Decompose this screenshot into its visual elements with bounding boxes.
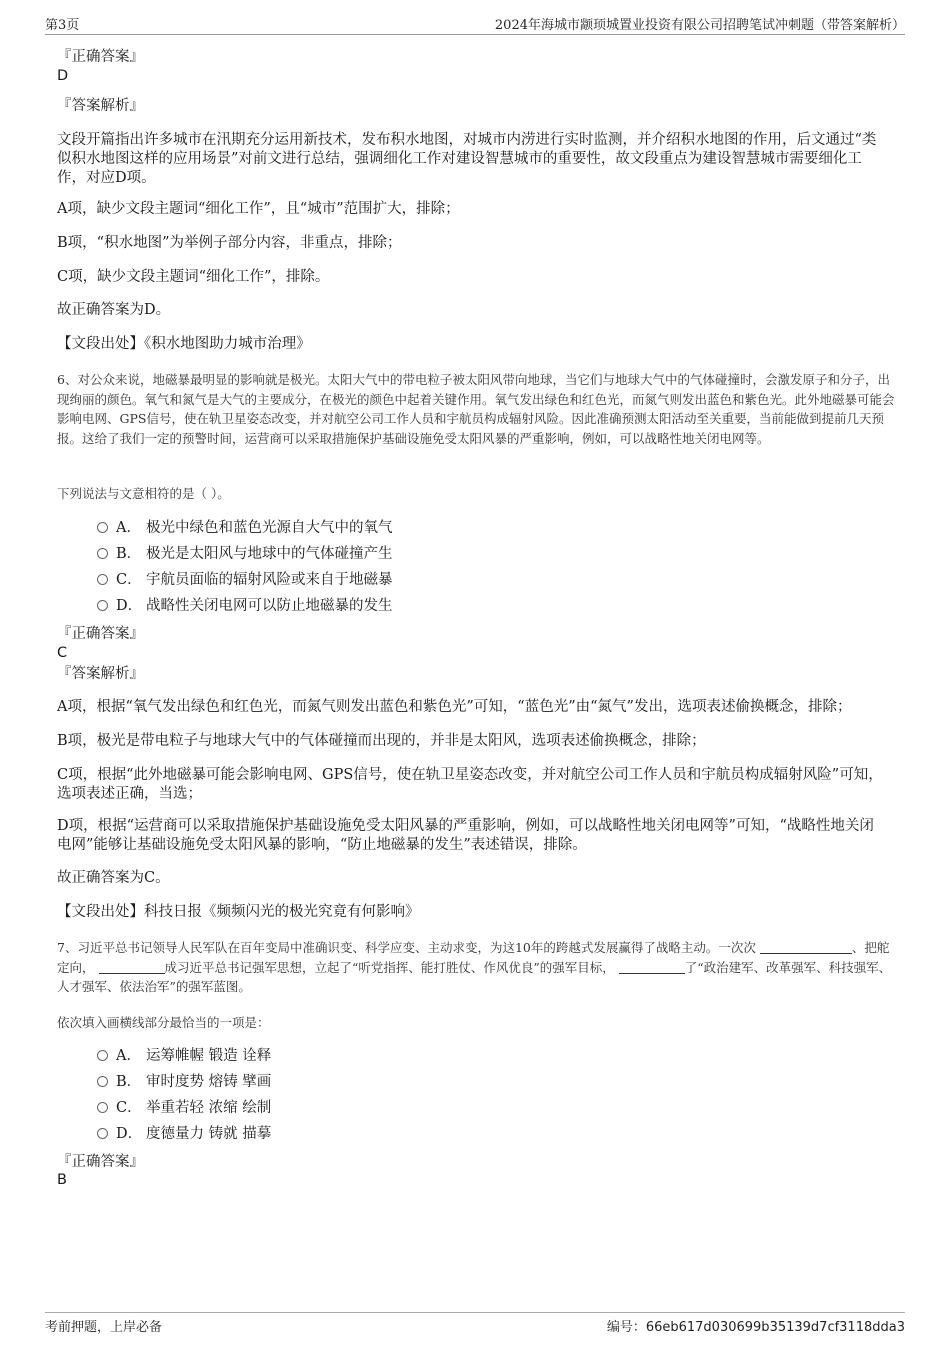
q6-stem: 6、对公众来说，地磁暴最明显的影响就是极光。太阳大气中的带电粒子被太阳风带向地球，当它们与地球大气中的气体碰撞时，会激发原子和分子，出现绚丽的颜色。氧气和氮气是大气的主要成分，在极光的颜色中起着关键作用。氧气发出绿色和红色光，而氮气则发出蓝色和紫色光。此外地磁暴可能会影响电网、GPS信号，使在轨卫星姿态改变，并对航空公司工作人员和宇航员构成辐射风险。因此准确预测太阳活动至关重要，当前能做到提前几天预报。这给了我们一定的预警时间，运营商可以采取措施保护基础设施免受太阳风暴的严重影响，例如，可以战略性地关闭电网等。 xyxy=(57,372,895,446)
q6-option-a[interactable]: A． 极光中绿色和蓝色光源自大气中的氧气 xyxy=(97,518,393,538)
q7-option-a[interactable]: A． 运筹帷幄 锻造 诠释 xyxy=(97,1046,271,1066)
radio-icon[interactable] xyxy=(97,574,108,585)
radio-icon[interactable] xyxy=(97,1128,108,1139)
q6-prompt: 下列说法与文意相符的是（ ）。 xyxy=(57,486,230,501)
radio-icon[interactable] xyxy=(97,1050,108,1061)
q5-answer: D xyxy=(57,68,69,84)
q6-option-d[interactable]: D． 战略性关闭电网可以防止地磁暴的发生 xyxy=(97,596,393,616)
q6-answer-label: 『正确答案』 xyxy=(57,626,144,642)
q7-answer: B xyxy=(57,1172,67,1188)
q5-option-b-note: B项，“积水地图”为举例子部分内容，非重点，排除； xyxy=(57,235,402,251)
document-id: 编号：66eb617d030699b35139d7cf3118dda3 xyxy=(606,1320,905,1335)
q5-source xyxy=(57,335,887,354)
q7-prompt: 依次填入画横线部分最恰当的一项是： xyxy=(57,1015,270,1030)
q6-source xyxy=(57,903,887,922)
q7-option-b[interactable]: B． 审时度势 熔铸 擘画 xyxy=(97,1072,271,1092)
q6-option-b-note: B项，极光是带电粒子与地球大气中的气体碰撞而出现的，并非是太阳风，选项表述偷换概念，排除； xyxy=(57,733,706,749)
q7-answer-label: 『正确答案』 xyxy=(57,1154,144,1170)
q6-source-title: 科技日报《频频闪光的极光究竟有何影响》 xyxy=(144,904,420,920)
page-header xyxy=(45,12,905,35)
radio-icon[interactable] xyxy=(97,522,108,533)
q5-source-label: 【文段出处】 xyxy=(57,336,144,352)
q5-analysis: 文段开篇指出许多城市在汛期充分运用新技术，发布积水地图，对城市内涝进行实时监测，并介绍积水地图的作用，后文通过“类似积水地图这样的应用场景”对前文进行总结，强调细化工作对建设智慧城市的重要性，故文段重点为建设智慧城市需要细化工作，对应D项。 xyxy=(57,132,877,186)
q7-option-c[interactable]: C． 举重若轻 浓缩 绘制 xyxy=(97,1098,271,1118)
q5-conclusion: 故正确答案为D。 xyxy=(57,302,171,318)
q7-option-d[interactable]: D． 度德量力 铸就 描摹 xyxy=(97,1124,271,1144)
q7-blank-2[interactable] xyxy=(99,961,165,974)
q6-source-label: 【文段出处】 xyxy=(57,904,144,920)
q5-source-title: 《积水地图助力城市治理》 xyxy=(144,336,311,352)
page-footer xyxy=(45,1312,905,1335)
q5-analysis-label: 『答案解析』 xyxy=(57,98,144,114)
radio-icon[interactable] xyxy=(97,600,108,611)
q6-option-b[interactable]: B． 极光是太阳风与地球中的气体碰撞产生 xyxy=(97,544,393,564)
q5-answer-label: 『正确答案』 xyxy=(57,49,144,65)
document-title: 2024年海城市颛顼城置业投资有限公司招聘笔试冲刺题（带答案解析） xyxy=(494,18,905,33)
q7-stem: 7、习近平总书记领导人民军队在百年变局中准确识变、科学应变、主动求变，为这10年的跨越式发展赢得了战略主动。一次次 、把舵定向， 成习近平总书记强军思想，立起了“听党指挥、能打胜仗、作风优良”的强军目标， 了“政治建军、改革强军、科技强军、人才强军、依法治军”的强军蓝图。 xyxy=(57,940,892,994)
radio-icon[interactable] xyxy=(97,1076,108,1087)
q6-analysis-label: 『答案解析』 xyxy=(57,666,144,682)
page-number: 第3页 xyxy=(45,18,80,33)
q5-option-c-note: C项，缺少文段主题词“细化工作”，排除。 xyxy=(57,269,330,285)
q7-blank-3[interactable] xyxy=(619,961,685,974)
q6-option-c[interactable]: C． 宇航员面临的辐射风险或来自于地磁暴 xyxy=(97,570,393,590)
radio-icon[interactable] xyxy=(97,548,108,559)
q6-conclusion: 故正确答案为C。 xyxy=(57,870,170,886)
q6-option-c-note: C项，根据“此外地磁暴可能会影响电网、GPS信号，使在轨卫星姿态改变，并对航空公司工作人员和宇航员构成辐射风险”可知，选项表述正确，当选； xyxy=(57,767,883,802)
q5-option-a-note: A项，缺少文段主题词“细化工作”，且“城市”范围扩大，排除； xyxy=(57,201,460,217)
q6-option-d-note: D项，根据“运营商可以采取措施保护基础设施免受太阳风暴的严重影响，例如，可以战略性地关闭电网等”可知，“战略性地关闭电网”能够让基础设施免受太阳风暴的影响，“防止地磁暴的发生”表述错误，排除。 xyxy=(57,818,874,853)
q6-answer: C xyxy=(57,645,68,661)
q6-option-a-note: A项，根据“氧气发出绿色和红色光，而氮气则发出蓝色和紫色光”可知，“蓝色光”由“氮气”发出，选项表述偷换概念，排除； xyxy=(57,699,852,715)
radio-icon[interactable] xyxy=(97,1102,108,1113)
q7-blank-1[interactable] xyxy=(760,941,852,954)
footer-slogan: 考前押题，上岸必备 xyxy=(45,1320,163,1335)
